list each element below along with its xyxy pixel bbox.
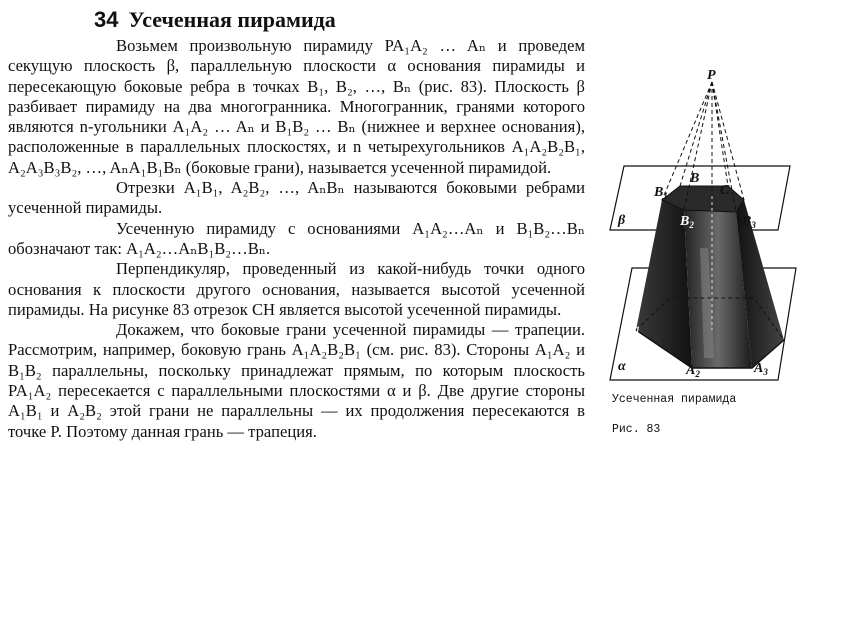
paragraph-notation: Усеченную пирамиду с основаниями A₁A₂…Aₙ и B₁B₂…Bₙ обозначают так: A₁A₂…AₙB₁B₂…Bₙ. xyxy=(8,218,585,258)
paragraph-lateral-edges: Отрезки A₁B₁, A₂B₂, …, AₙBₙ называются боковыми ребрами усеченной пирамиды. xyxy=(8,178,585,218)
label-b2-index: 2 xyxy=(689,220,694,230)
label-a3-letter: A xyxy=(754,361,764,376)
figure-number: Рис. 83 xyxy=(612,423,661,436)
label-a1-index: 1 xyxy=(635,325,640,335)
paragraph-height: Перпендикуляр, проведенный из какой-нибудь точки одного основания к плоскости другого основания, называется высотой усеченной пирамиды. На рисунке 83 отрезок CH является высотой усеченной пирамиды. xyxy=(8,259,585,319)
label-a2-index: 2 xyxy=(695,369,700,379)
label-bn: B xyxy=(690,171,700,186)
plane-alpha-label: α xyxy=(618,359,626,374)
section-number: 34 xyxy=(94,7,119,32)
label-c: C xyxy=(720,183,730,198)
label-b3-letter: B xyxy=(742,214,752,229)
label-b1-index: 1 xyxy=(663,191,668,201)
label-a3-index: 3 xyxy=(763,367,768,377)
label-a2-letter: A xyxy=(686,363,696,378)
section-title: Усеченная пирамида xyxy=(128,7,336,32)
label-b2-letter: B xyxy=(680,214,690,229)
label-b3-index: 3 xyxy=(751,220,756,230)
plane-beta-label: β xyxy=(618,213,626,228)
paragraph-definition: Возьмем произвольную пирамиду PA₁A₂ … Aₙ и проведем секущую плоскость β, параллельную плоскости α основания пирамиды и пересекающую боковые ребра в точках B₁, B₂, …, Bₙ (рис. 83). Плоскость β разбивает пирамиду на два многогранника. Многогранник, гранями которого являются n-угольники A₁A₂ … Aₙ и B₁B₂ … Bₙ (нижнее и верхнее основания), расположенные в параллельных плоскостях, и n четырехугольников A₁A₂B₂B₁, A₂A₃B₃B₂, …, AₙA₁B₁Bₙ (боковые грани), называется усеченной пирамидой. xyxy=(8,36,585,177)
frustum-figure xyxy=(604,68,824,388)
body-text xyxy=(8,36,585,442)
label-a1-letter: A xyxy=(626,319,636,334)
figure-caption: Усеченная пирамида xyxy=(612,393,737,406)
apex-label: P xyxy=(707,68,716,83)
section-heading xyxy=(94,6,336,34)
label-b1-letter: B xyxy=(654,185,664,200)
paragraph-trapezoid-proof: Докажем, что боковые грани усеченной пирамиды — трапеции. Рассмотрим, например, боковую грань A₁A₂B₂B₁ (см. рис. 83). Стороны A₁A₂ и B₁B₂ параллельны, поскольку принадлежат прямым, по которым плоскость PA₁A₂ пересекается с параллельными плоскостями α и β. Две другие стороны A₁B₁ и A₂B₂ этой грани не параллельны — их продолжения пересекаются в точке P. Поэтому данная грань — трапеция. xyxy=(8,320,585,441)
